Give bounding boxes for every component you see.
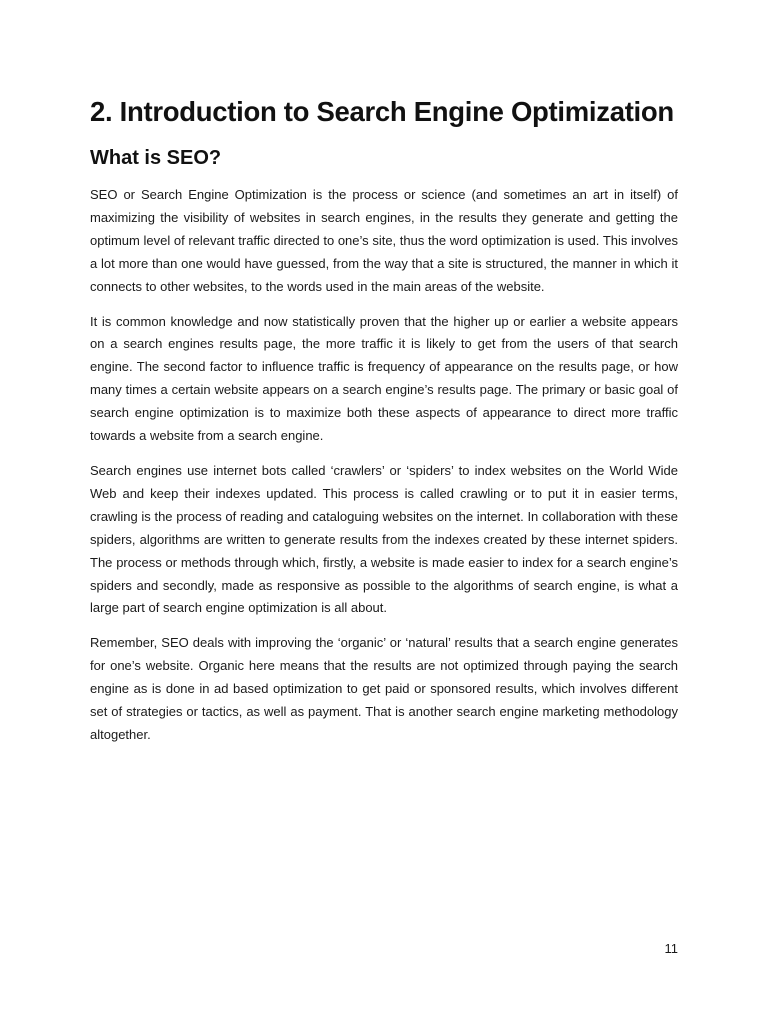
paragraph-3: Search engines use internet bots called ‘crawlers’ or ‘spiders’ to index websites on the World Wide Web and keep their indexes updated. This process is called crawling or to put it in easier terms, crawling is the process of reading and cataloguing websites on the internet. In collaboration with these spiders, algorithms are written to generate results from the indexes created by these internet spiders. The process or methods through which, firstly, a website is made easier to index for a search engine’s spiders and secondly, made as responsive as possible to the algorithms of search engine, is what a large part of search engine optimization is all about. [90,462,678,616]
body-text [90,184,678,747]
page-number: 11 [664,941,678,956]
paragraph-4: Remember, SEO deals with improving the ‘organic’ or ‘natural’ results that a search engine generates for one’s website. Organic here means that the results are not optimized through paying the search engine as is done in ad based optimization to get paid or sponsored results, which involves different set of strategies or tactics, as well as payment. That is another search engine marketing methodology altogether. [90,635,678,742]
section-title: What is SEO? [90,147,222,169]
page-content [90,94,678,759]
paragraph-2: It is common knowledge and now statistically proven that the higher up or earlier a website appears on a search engines results page, the more traffic it is likely to get from the users of that search engine. The second factor to influence traffic is frequency of appearance on the results page, or how many times a certain website appears on a search engine’s results page. The primary or basic goal of search engine optimization is to maximize both these aspects of appearance to direct more traffic towards a website from a search engine. [90,313,678,444]
paragraph-1: SEO or Search Engine Optimization is the process or science (and sometimes an art in itself) of maximizing the visibility of websites in search engines, in the results they generate and getting the optimum level of relevant traffic directed to one’s site, thus the word optimization is used. This involves a lot more than one would have guessed, from the way that a site is structured, the manner in which it connects to other websites, to the words used in the main areas of the website. [90,187,678,294]
chapter-title: 2. Introduction to Search Engine Optimization [90,96,674,127]
